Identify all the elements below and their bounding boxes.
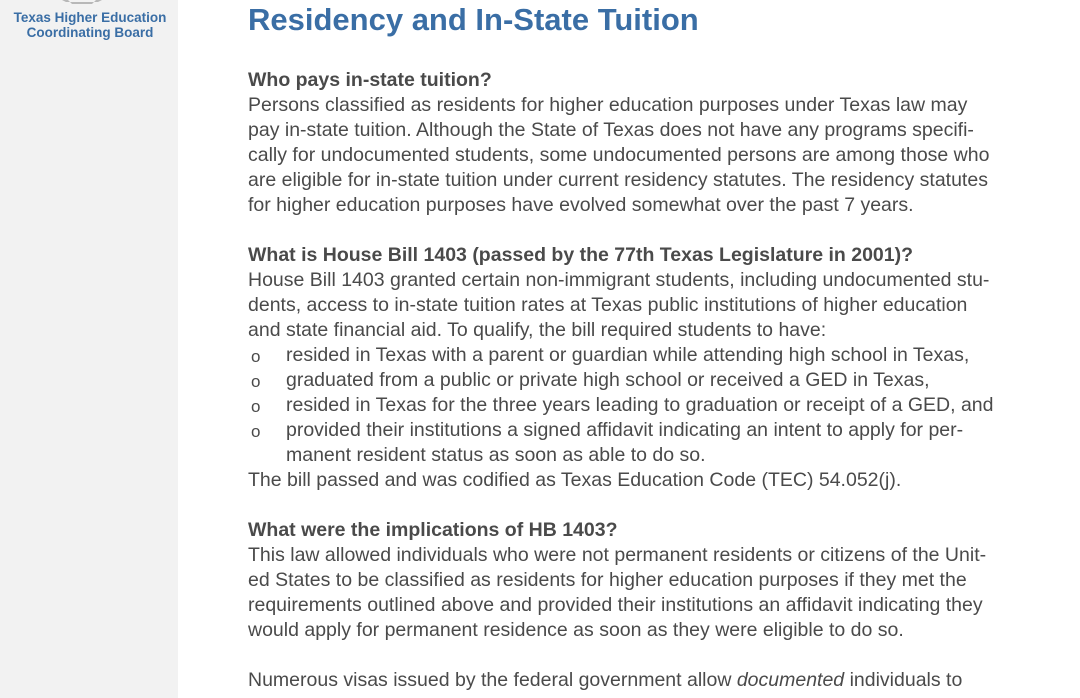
paragraph-line-visas [248,668,1063,693]
star-logo-icon [54,0,110,6]
org-name [0,10,180,40]
section-heading: What is House Bill 1403 (passed by the 77th Texas Legislature in 2001)? [248,244,914,266]
list-item-text: graduated from a public or private high school or received a GED in Texas, [286,369,930,391]
paragraph-line: House Bill 1403 granted certain non-immigrant students, including undocumented stu- [248,269,990,291]
section-heading: Who pays in-state tuition? [248,69,492,91]
paragraph-line: for higher education purposes have evolved somewhat over the past 7 years. [248,194,914,216]
section-implications [248,518,1063,643]
org-name-line-2: Coordinating Board [26,25,154,40]
section-heading: What were the implications of HB 1403? [248,519,618,541]
list-item-text: resided in Texas for the three years leading to graduation or receipt of a GED, and [286,394,994,416]
list-item [248,418,1063,468]
list-item [248,393,1063,418]
text-run: Numerous visas issued by the federal government allow [248,669,737,691]
paragraph-line: cally for undocumented students, some undocumented persons are among those who [248,144,990,166]
bullet-circle-icon: o [251,422,261,441]
section-hb-1403 [248,243,1063,493]
paragraph-line: would apply for permanent residence as soon as they were eligible to do so. [248,619,904,641]
paragraph-line: and state financial aid. To qualify, the bill required students to have: [248,319,827,341]
paragraph-line: pay in-state tuition. Although the State of Texas does not have any programs specifi- [248,119,974,141]
paragraph-line: Persons classified as residents for higher education purposes under Texas law may [248,94,968,116]
paragraph-line: requirements outlined above and provided their institutions an affidavit indicating they [248,594,983,616]
org-name-line-1: Texas Higher Education [13,10,167,25]
list-item-text: resided in Texas with a parent or guardian while attending high school in Texas, [286,344,970,366]
document-content [248,0,1063,693]
list-item-text: provided their institutions a signed affidavit indicating an intent to apply for per- [286,419,964,441]
sidebar [0,0,178,698]
paragraph-line: This law allowed individuals who were not permanent residents or citizens of the Unit- [248,544,987,566]
paragraph-line: The bill passed and was codified as Texas Education Code (TEC) 54.052(j). [248,469,902,491]
paragraph-line: dents, access to in-state tuition rates at Texas public institutions of higher education [248,294,968,316]
list-item-text-continued: manent resident status as soon as able to do so. [286,444,706,466]
section-who-pays [248,68,1063,218]
paragraph-line: ed States to be classified as residents for higher education purposes if they met the [248,569,967,591]
bullet-circle-icon: o [251,397,261,416]
emphasis-text: documented [736,669,845,691]
bullet-circle-icon: o [251,372,261,391]
page-title: Residency and In-State Tuition [248,2,699,37]
text-run: individuals to [844,669,963,691]
list-item [248,343,1063,368]
bullet-circle-icon: o [251,347,261,366]
requirements-list [248,343,1063,468]
list-item [248,368,1063,393]
paragraph-line: are eligible for in-state tuition under current residency statutes. The residency statutes [248,169,988,191]
